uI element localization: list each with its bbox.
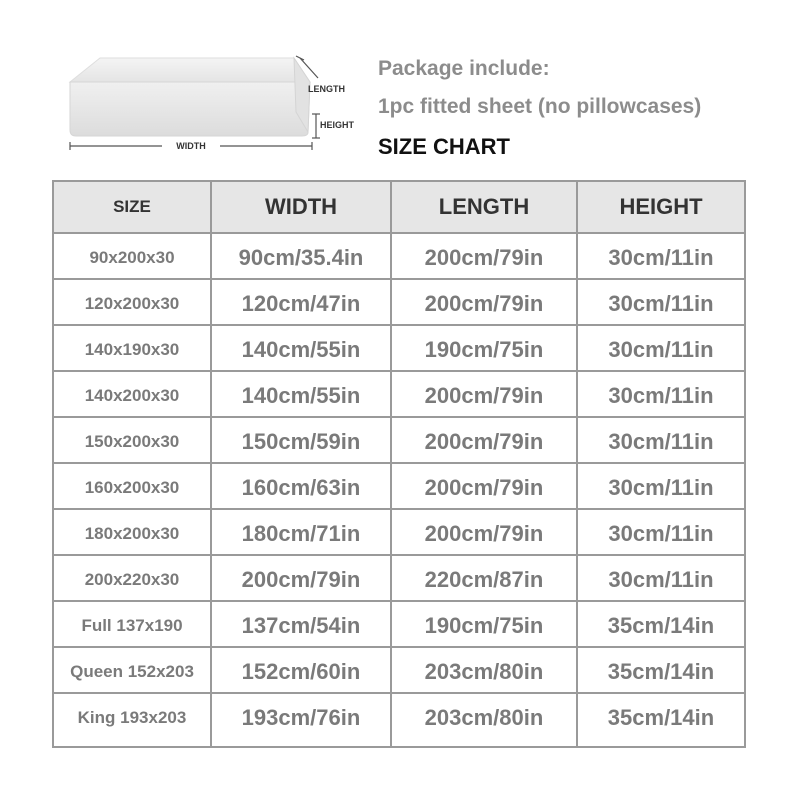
height-label: HEIGHT: [320, 120, 355, 130]
column-divider: [576, 182, 578, 746]
header-width: WIDTH: [264, 194, 338, 219]
cell-length: 203cm/80in: [424, 659, 544, 684]
cell-size: 140x190x30: [84, 340, 180, 359]
column-divider: [390, 182, 392, 746]
cell-width: 140cm/55in: [241, 337, 361, 362]
cell-length: 220cm/87in: [424, 567, 544, 592]
table-row: [54, 234, 744, 280]
cell-width: 90cm/35.4in: [238, 245, 364, 270]
size-chart-table: [52, 180, 746, 748]
cell-size: Full 137x190: [81, 616, 183, 635]
table-row: [54, 418, 744, 464]
cell-size: 120x200x30: [84, 294, 180, 313]
cell-height: 30cm/11in: [608, 383, 714, 408]
cell-size: 90x200x30: [89, 248, 175, 267]
cell-height: 30cm/11in: [608, 475, 714, 500]
cell-length: 200cm/79in: [424, 291, 544, 316]
cell-size: Queen 152x203: [70, 662, 194, 681]
cell-height: 35cm/14in: [607, 659, 715, 684]
length-label: LENGTH: [308, 84, 345, 94]
table-row: [54, 556, 744, 602]
cell-height: 30cm/11in: [608, 521, 714, 546]
table-row: [54, 280, 744, 326]
table-row: [54, 326, 744, 372]
cell-length: 200cm/79in: [424, 521, 544, 546]
table-row: [54, 510, 744, 556]
table-row: [54, 372, 744, 418]
cell-width: 180cm/71in: [241, 521, 361, 546]
cell-height: 35cm/14in: [607, 705, 715, 730]
cell-length: 203cm/80in: [424, 705, 544, 730]
package-title: Package include:: [378, 57, 550, 80]
cell-width: 160cm/63in: [241, 475, 361, 500]
table-row: [54, 694, 744, 740]
cell-width: 150cm/59in: [241, 429, 361, 454]
cell-width: 200cm/79in: [241, 567, 361, 592]
column-divider: [210, 182, 212, 746]
cell-width: 152cm/60in: [241, 659, 361, 684]
mattress-illustration: [62, 52, 362, 162]
cell-height: 30cm/11in: [608, 337, 714, 362]
cell-length: 200cm/79in: [424, 383, 544, 408]
package-content: 1pc fitted sheet (no pillowcases): [378, 95, 702, 118]
table-header: [54, 182, 744, 234]
width-label: WIDTH: [176, 141, 206, 151]
cell-size: 140x200x30: [84, 386, 180, 405]
cell-size: King 193x203: [77, 708, 187, 727]
cell-width: 137cm/54in: [241, 613, 361, 638]
cell-length: 190cm/75in: [424, 337, 544, 362]
header-size: SIZE: [113, 197, 151, 216]
cell-size: 150x200x30: [84, 432, 180, 451]
table-row: [54, 602, 744, 648]
mattress-image: [62, 52, 362, 162]
cell-size: 180x200x30: [84, 524, 180, 543]
cell-width: 120cm/47in: [241, 291, 361, 316]
cell-length: 190cm/75in: [424, 613, 544, 638]
header-height: HEIGHT: [619, 194, 703, 219]
cell-height: 30cm/11in: [608, 429, 714, 454]
cell-height: 30cm/11in: [608, 245, 714, 270]
table-row: [54, 464, 744, 510]
cell-length: 200cm/79in: [424, 429, 544, 454]
header-length: LENGTH: [438, 194, 530, 219]
cell-size: 160x200x30: [84, 478, 180, 497]
cell-height: 35cm/14in: [607, 613, 715, 638]
cell-length: 200cm/79in: [424, 475, 544, 500]
size-chart-title: SIZE CHART: [378, 134, 510, 159]
cell-width: 140cm/55in: [241, 383, 361, 408]
cell-height: 30cm/11in: [608, 567, 714, 592]
cell-length: 200cm/79in: [424, 245, 544, 270]
cell-size: 200x220x30: [84, 570, 180, 589]
cell-height: 30cm/11in: [608, 291, 714, 316]
cell-width: 193cm/76in: [241, 705, 361, 730]
table-row: [54, 648, 744, 694]
